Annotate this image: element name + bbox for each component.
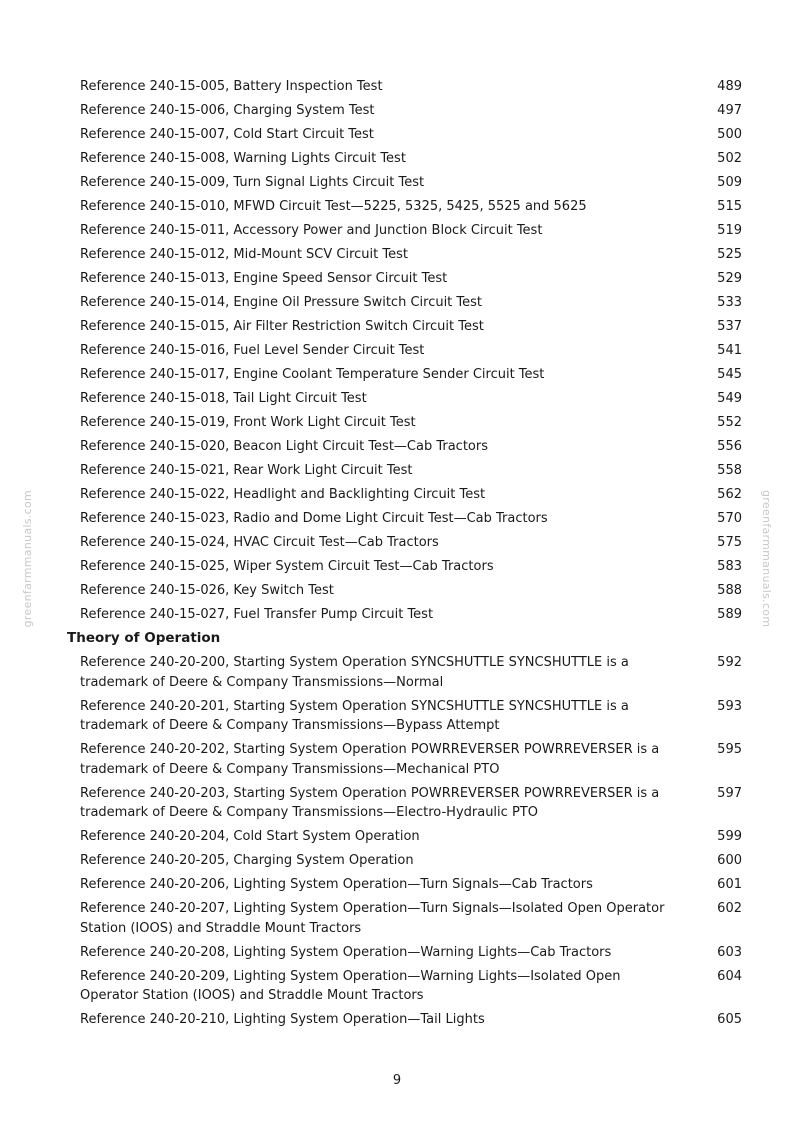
- toc-entry[interactable]: [0, 531, 794, 555]
- toc-entry-page: 541: [717, 343, 742, 359]
- toc-entry[interactable]: [0, 579, 794, 603]
- toc-entry[interactable]: [0, 651, 794, 695]
- toc-entry-page: 601: [717, 877, 742, 893]
- toc-entry-page: 597: [717, 785, 742, 801]
- toc-entry[interactable]: [0, 507, 794, 531]
- toc-entry-page: 549: [717, 391, 742, 407]
- toc-entry-title[interactable]: Reference 240-15-009, Turn Signal Lights Circuit Test: [80, 175, 425, 191]
- toc-entry-page: 558: [717, 463, 742, 479]
- page-number: 9: [392, 1073, 402, 1088]
- section-heading: Theory of Operation: [67, 630, 221, 647]
- toc-entry[interactable]: [0, 849, 794, 873]
- toc-entry-title[interactable]: Reference 240-20-207, Lighting System Operation—Turn Signals—Isolated Open Operator Station (IOOS) and Straddle Mount Tractors: [80, 901, 665, 936]
- toc-entry-page: 556: [717, 439, 742, 455]
- toc-entry[interactable]: [0, 555, 794, 579]
- toc-entry-page: 519: [717, 223, 742, 239]
- table-of-contents: [0, 75, 794, 1032]
- toc-entry-title[interactable]: Reference 240-15-006, Charging System Test: [80, 103, 375, 119]
- toc-entry[interactable]: [0, 459, 794, 483]
- toc-entry-page: 529: [717, 271, 742, 287]
- watermark-right: greenfarmmanuals.com: [760, 490, 773, 628]
- toc-entry[interactable]: [0, 243, 794, 267]
- toc-entry-title[interactable]: Reference 240-15-011, Accessory Power and Junction Block Circuit Test: [80, 223, 543, 239]
- toc-entry-page: 497: [717, 103, 742, 119]
- toc-entry[interactable]: [0, 99, 794, 123]
- toc-entry[interactable]: [0, 291, 794, 315]
- toc-entry-title[interactable]: Reference 240-15-013, Engine Speed Sensor Circuit Test: [80, 271, 448, 287]
- toc-entry[interactable]: [0, 339, 794, 363]
- toc-entry-page: 602: [717, 901, 742, 917]
- toc-entry-page: 500: [717, 127, 742, 143]
- toc-entry[interactable]: [0, 782, 794, 826]
- toc-entry-page: 592: [717, 655, 742, 671]
- toc-entry-title[interactable]: Reference 240-15-022, Headlight and Backlighting Circuit Test: [80, 487, 486, 503]
- toc-entry-title[interactable]: Reference 240-15-017, Engine Coolant Temperature Sender Circuit Test: [80, 367, 545, 383]
- toc-entry[interactable]: [0, 315, 794, 339]
- toc-entry[interactable]: [0, 738, 794, 782]
- toc-entry-title[interactable]: Reference 240-15-025, Wiper System Circuit Test—Cab Tractors: [80, 559, 494, 575]
- toc-entry-page: 552: [717, 415, 742, 431]
- toc-entry[interactable]: [0, 267, 794, 291]
- toc-list-theory-of-operation: [0, 651, 794, 1032]
- toc-entry-title[interactable]: Reference 240-15-008, Warning Lights Circuit Test: [80, 151, 406, 167]
- toc-entry-title[interactable]: Reference 240-20-202, Starting System Operation POWRREVERSER POWRREVERSER is a trademark of Deere & Company Transmissions—Mechanical PTO: [80, 742, 660, 777]
- toc-entry-title[interactable]: Reference 240-15-010, MFWD Circuit Test—5225, 5325, 5425, 5525 and 5625: [80, 199, 587, 215]
- toc-entry-page: 603: [717, 944, 742, 960]
- toc-entry-title[interactable]: Reference 240-20-200, Starting System Operation SYNCSHUTTLE SYNCSHUTTLE is a trademark of Deere & Company Transmissions—Normal: [80, 655, 629, 690]
- toc-entry[interactable]: [0, 171, 794, 195]
- toc-entry-title[interactable]: Reference 240-15-019, Front Work Light Circuit Test: [80, 415, 416, 431]
- toc-entry[interactable]: [0, 695, 794, 739]
- toc-entry[interactable]: [0, 435, 794, 459]
- toc-list-diagnostics: [0, 75, 794, 627]
- toc-entry-page: 489: [717, 79, 742, 95]
- toc-entry[interactable]: [0, 825, 794, 849]
- toc-entry-title[interactable]: Reference 240-15-007, Cold Start Circuit Test: [80, 127, 374, 143]
- toc-entry-title[interactable]: Reference 240-20-203, Starting System Operation POWRREVERSER POWRREVERSER is a trademark of Deere & Company Transmissions—Electro-Hydraulic PTO: [80, 785, 660, 821]
- toc-entry-page: 604: [717, 968, 742, 984]
- toc-entry-page: 605: [717, 1012, 742, 1028]
- toc-entry-title[interactable]: Reference 240-20-210, Lighting System Operation—Tail Lights: [80, 1012, 485, 1028]
- toc-entry-title[interactable]: Reference 240-15-026, Key Switch Test: [80, 583, 334, 599]
- toc-entry-page: 600: [717, 853, 742, 869]
- toc-entry[interactable]: [0, 965, 794, 1009]
- toc-entry-page: 593: [717, 698, 742, 714]
- toc-entry[interactable]: [0, 363, 794, 387]
- toc-entry-title[interactable]: Reference 240-20-206, Lighting System Operation—Turn Signals—Cab Tractors: [80, 877, 593, 893]
- toc-entry[interactable]: [0, 219, 794, 243]
- toc-entry-page: 583: [717, 559, 742, 575]
- toc-entry-title[interactable]: Reference 240-15-012, Mid-Mount SCV Circuit Test: [80, 247, 408, 263]
- toc-entry[interactable]: [0, 75, 794, 99]
- toc-entry-page: 537: [717, 319, 742, 335]
- toc-entry-title[interactable]: Reference 240-15-027, Fuel Transfer Pump Circuit Test: [80, 607, 434, 623]
- toc-entry-page: 562: [717, 487, 742, 503]
- toc-entry[interactable]: [0, 411, 794, 435]
- toc-entry-title[interactable]: Reference 240-20-209, Lighting System Operation—Warning Lights—Isolated Open Operator Station (IOOS) and Straddle Mount Tractors: [80, 968, 621, 1004]
- toc-entry-title[interactable]: Reference 240-15-021, Rear Work Light Circuit Test: [80, 463, 413, 479]
- toc-entry[interactable]: [0, 897, 794, 941]
- toc-entry-page: 525: [717, 247, 742, 263]
- watermark-left: greenfarmmanuals.com: [21, 490, 34, 628]
- toc-entry-title[interactable]: Reference 240-15-018, Tail Light Circuit Test: [80, 391, 367, 407]
- toc-entry-title[interactable]: Reference 240-15-024, HVAC Circuit Test—Cab Tractors: [80, 535, 439, 551]
- toc-entry-title[interactable]: Reference 240-20-204, Cold Start System Operation: [80, 829, 420, 845]
- toc-entry-title[interactable]: Reference 240-15-015, Air Filter Restriction Switch Circuit Test: [80, 319, 484, 335]
- toc-entry-page: 595: [717, 742, 742, 758]
- toc-entry-page: 588: [717, 583, 742, 599]
- toc-entry[interactable]: [0, 123, 794, 147]
- toc-entry-page: 589: [717, 607, 742, 623]
- toc-entry[interactable]: [0, 873, 794, 897]
- toc-entry[interactable]: [0, 147, 794, 171]
- toc-entry[interactable]: [0, 483, 794, 507]
- toc-entry-page: 570: [717, 511, 742, 527]
- toc-entry-title[interactable]: Reference 240-15-020, Beacon Light Circuit Test—Cab Tractors: [80, 439, 489, 455]
- toc-entry-page: 533: [717, 295, 742, 311]
- toc-entry-page: 545: [717, 367, 742, 383]
- toc-entry-title[interactable]: Reference 240-20-201, Starting System Operation SYNCSHUTTLE SYNCSHUTTLE is a trademark of Deere & Company Transmissions—Bypass Attempt: [80, 698, 629, 734]
- toc-entry-title[interactable]: Reference 240-15-023, Radio and Dome Light Circuit Test—Cab Tractors: [80, 511, 548, 527]
- toc-entry-title[interactable]: Reference 240-20-208, Lighting System Operation—Warning Lights—Cab Tractors: [80, 944, 612, 960]
- toc-entry-title[interactable]: Reference 240-15-016, Fuel Level Sender Circuit Test: [80, 343, 425, 359]
- toc-entry[interactable]: [0, 603, 794, 627]
- toc-entry[interactable]: [0, 195, 794, 219]
- toc-entry-page: 575: [717, 535, 742, 551]
- toc-entry[interactable]: [0, 1008, 794, 1032]
- toc-entry[interactable]: [0, 387, 794, 411]
- toc-entry-page: 502: [717, 151, 742, 167]
- toc-entry-page: 599: [717, 829, 742, 845]
- toc-entry-page: 509: [717, 175, 742, 191]
- toc-entry-title[interactable]: Reference 240-15-005, Battery Inspection Test: [80, 79, 383, 95]
- toc-entry-page: 515: [717, 199, 742, 215]
- toc-entry-title[interactable]: Reference 240-20-205, Charging System Operation: [80, 853, 414, 869]
- toc-entry[interactable]: [0, 941, 794, 965]
- toc-entry-title[interactable]: Reference 240-15-014, Engine Oil Pressure Switch Circuit Test: [80, 295, 483, 311]
